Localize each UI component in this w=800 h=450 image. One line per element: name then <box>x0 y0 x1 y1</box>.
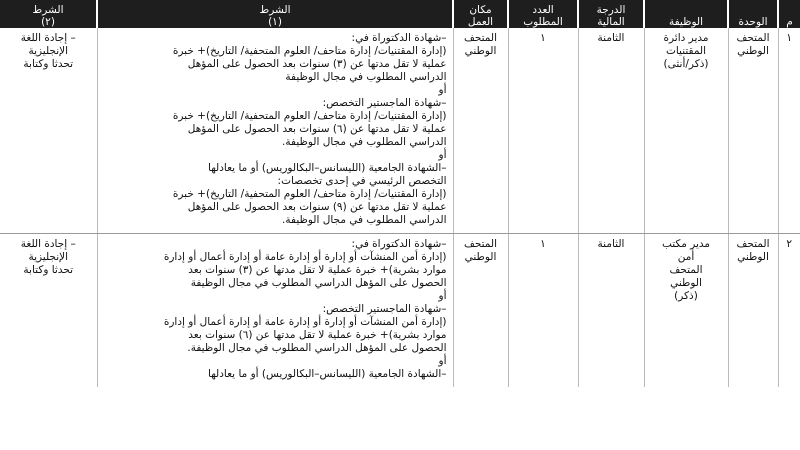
cell-job <box>644 28 728 234</box>
header-grade: الدرجة المالية <box>578 0 644 28</box>
cell-count: ١ <box>508 234 578 388</box>
cell-condition-1 <box>97 234 453 388</box>
text-line: –شهادة الدكتوراة في: <box>351 32 447 44</box>
header-unit: الوحدة <box>728 0 778 28</box>
text-line: مدير مكتب <box>661 238 711 250</box>
cell-condition-2 <box>0 28 97 234</box>
text-line: (إدارة المقتنيات/ إدارة متاحف/ العلوم المتحفية/ التاريخ)+ خبرة <box>172 188 447 200</box>
text-line: المتحف <box>736 238 770 250</box>
text-line: عملية لا تقل مدتها عن (٣) سنوات بعد الحصول على المؤهل <box>187 58 447 70</box>
text-line: الدراسي المطلوب في مجال الوظيفة <box>285 71 447 83</box>
text-line: –شهادة الدكتوراة في: <box>351 238 447 250</box>
text-line: –الشهادة الجامعية (الليسانس–البكالوريس) أو ما يعادلها <box>208 368 447 380</box>
header-condition-2: الشرط (٢) <box>0 0 97 28</box>
cell-place <box>453 234 508 388</box>
text-line: أو <box>438 149 447 161</box>
cell-grade: الثامنة <box>578 28 644 234</box>
text-line: التخصص الرئيسي في إحدى تخصصات: <box>277 175 447 187</box>
text-line: (ذكر) <box>674 290 698 302</box>
cell-unit <box>728 28 778 234</box>
text-line: موارد بشرية)+ خبرة عملية لا تقل مدتها عن (٣) سنوات بعد <box>188 264 447 276</box>
text-line: الحصول على المؤهل الدراسي المطلوب في مجال الوظيفة. <box>187 342 447 354</box>
table-row <box>0 234 800 388</box>
text-line: موارد بشرية)+ خبرة عملية لا تقل مدتها عن (٦) سنوات بعد <box>188 329 447 341</box>
cell-count: ١ <box>508 28 578 234</box>
text-line: الوطني <box>464 45 497 57</box>
text-line: (ذكر/أنثى) <box>663 58 709 70</box>
text-line: أو <box>438 290 447 302</box>
text-line: المقتنيات <box>665 45 707 57</box>
table-row <box>0 28 800 234</box>
text-line: عملية لا تقل مدتها عن (٦) سنوات بعد الحصول على المؤهل <box>187 123 447 135</box>
text-line: أو <box>438 84 447 96</box>
header-count: العدد المطلوب <box>508 0 578 28</box>
text-line: الوطني <box>737 45 769 57</box>
text-line: أمن <box>677 251 695 263</box>
text-line: الدراسي المطلوب في مجال الوظيفة. <box>282 136 447 148</box>
text-line: – إجادة اللغة <box>20 238 76 250</box>
text-line: (إدارة المقتنيات/ إدارة متاحف/ العلوم المتحفية/ التاريخ)+ خبرة <box>172 110 447 122</box>
text-line: –شهادة الماجستير التخصص: <box>322 303 447 315</box>
cell-condition-2 <box>0 234 97 388</box>
text-line: المتحف <box>463 238 497 250</box>
text-line: تحدثا وكتابة <box>23 58 74 70</box>
text-line: الإنجليزية <box>28 45 69 57</box>
text-line: الوطني <box>670 277 702 289</box>
cell-grade: الثامنة <box>578 234 644 388</box>
cell-num: ١ <box>778 28 800 234</box>
text-line: المتحف <box>463 32 497 44</box>
text-line: الحصول على المؤهل الدراسي المطلوب في مجال الوظيفة <box>190 277 447 289</box>
text-line: (إدارة المقتنيات/ إدارة متاحف/ العلوم المتحفية/ التاريخ)+ خبرة <box>172 45 447 57</box>
text-line: الوطني <box>737 251 769 263</box>
cell-place <box>453 28 508 234</box>
text-line: الوطني <box>464 251 497 263</box>
text-line: الإنجليزية <box>28 251 69 263</box>
text-line: –الشهادة الجامعية (الليسانس–البكالوريس) أو ما يعادلها <box>208 162 447 174</box>
text-line: – إجادة اللغة <box>20 32 76 44</box>
text-line: المتحف <box>669 264 703 276</box>
header-job: الوظيفة <box>644 0 728 28</box>
cell-job <box>644 234 728 388</box>
cell-condition-1 <box>97 28 453 234</box>
cell-num: ٢ <box>778 234 800 388</box>
table-header-row <box>0 0 800 28</box>
header-place: مكان العمل <box>453 0 508 28</box>
header-condition-1: الشرط (١) <box>97 0 453 28</box>
text-line: عملية لا تقل مدتها عن (٩) سنوات بعد الحصول على المؤهل <box>187 201 447 213</box>
text-line: مدير دائرة <box>663 32 709 44</box>
header-num: م <box>778 0 800 28</box>
text-line: (إدارة أمن المنشآت أو إدارة أو إدارة عامة أو إدارة أعمال أو إدارة <box>163 316 447 328</box>
text-line: تحدثا وكتابة <box>23 264 74 276</box>
text-line: أو <box>438 355 447 367</box>
text-line: المتحف <box>736 32 770 44</box>
table-body <box>0 28 800 387</box>
text-line: –شهادة الماجستير التخصص: <box>322 97 447 109</box>
text-line: الدراسي المطلوب في مجال الوظيفة. <box>282 214 447 226</box>
text-line: (إدارة أمن المنشآت أو إدارة أو إدارة عامة أو إدارة أعمال أو إدارة <box>163 251 447 263</box>
cell-unit <box>728 234 778 388</box>
